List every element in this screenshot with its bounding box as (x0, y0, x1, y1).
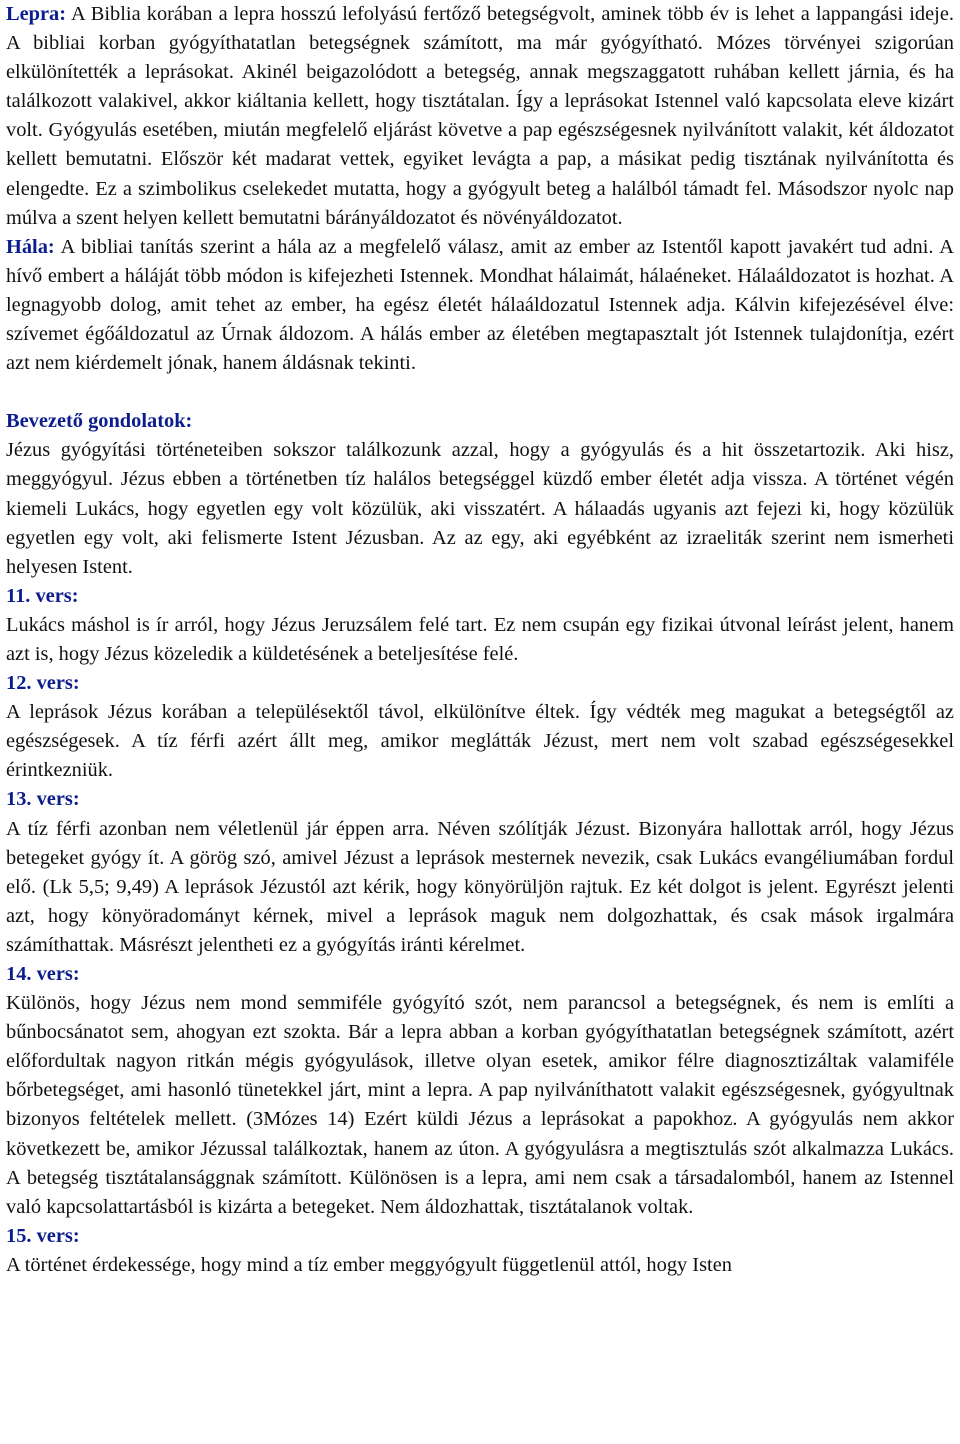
section-heading-vers-12: 12. vers: (6, 672, 80, 695)
section-heading-vers-15: 15. vers: (6, 1224, 80, 1247)
section-text-vers-12: A leprások Jézus korában a településektől távol, elkülönítve éltek. Így védték meg magukat a betegségtől az egészségesek. A tíz férfi azért állt meg, amikor meglátták Jézust, mert nem volt szabad egészségesekkel érintkezniük. (6, 701, 954, 782)
definition-hala-text: A bibliai tanítás szerint a hála az a megfelelő válasz, amit az ember az Istentől kapott javakért tud adni. A hívő embert a háláját több módon is kifejezheti Istennek. Mondhat hálaimát, hálaéneket. Hálaáldozatot is hozhat. A legnagyobb dolog, amit tehet az ember, ha egész életét hálaáldozatul Istennek adja. Kálvin kifejezésével élve: szívemet égőáldozatul az Úrnak áldozom. A hálás ember az életében megtapasztalt jót Istennek tulajdonítja, ezért azt nem kiérdemelt jónak, hanem áldásnak tekinti. (6, 235, 954, 375)
section-heading-vers-14: 14. vers: (6, 963, 80, 985)
section-text-vers-11: Lukács máshol is ír arról, hogy Jézus Jeruzsálem felé tart. Ez nem csupán egy fizikai útvonal leírást jelent, hanem azt is, hogy Jézus közeledik a küldetésének a beteljesítése felé. (6, 613, 954, 665)
document-page (6, 0, 954, 1280)
term-lepra: Lepra: (6, 3, 67, 25)
definition-lepra-text: A Biblia korában a lepra hosszú lefolyású fertőző betegségvolt, aminek több év is lehet a lappangási ideje. A bibliai korban gyógyíthatatlan betegségnek számított, ma már gyógyítható. Mózes törvényei szigorúan elkülönítették a leprásokat. Akinél beigazolódott a betegség, annak megszaggatott ruhában kellett járnia, és ha találkozott valakivel, akkor kiáltania kellett, hogy tisztátalan. Így a leprásokat Istennel való kapcsolata eleve kizárt volt. Gyógyulás esetében, miután megfelelő eljárást követve a pap egészségesnek nyilvánított valakit, két áldozatot kellett bemutatni. Először két madarat vettek, egyiket levágta a pap, a másikat pedig tisztának nyilvánította és elengedte. Ez a szimbolikus cselekedet mutatta, hogy a gyógyult beteg a halálból támadt fel. Másodszor nyolc nap múlva a szent helyen kellett bemutatni bárányáldozatot és növényáldozatot. (6, 3, 954, 229)
section-text-vers-15: A történet érdekessége, hogy mind a tíz ember meggyógyult függetlenül attól, hogy Isten (6, 1253, 732, 1276)
section-text-bevezeto: Jézus gyógyítási történeteiben sokszor találkozunk azzal, hogy a gyógyulás és a hit összetartozik. Aki hisz, meggyógyul. Jézus ebben a történetben tíz halálos betegséggel küzdő ember életét adja vissza. A történet végén kiemeli Lukács, hogy egyetlen egy volt közülük, aki visszatért. A hálaadás ugyanis azt fejezi ki, hogy közülük egyetlen egy volt, aki felismerte Istent Jézusban. Az az egy, aki egyébként az izraeliták szerint nem ismerheti helyesen Istent. (6, 439, 954, 578)
definition-hala (6, 233, 954, 378)
section-heading-bevezeto: Bevezető gondolatok: (6, 410, 193, 433)
term-hala: Hála: (6, 235, 55, 258)
section-heading-vers-13: 13. vers: (6, 788, 80, 811)
section-text-vers-14: Különös, hogy Jézus nem mond semmiféle gyógyító szót, nem parancsol a betegségnek, és nem is említi a bűnbocsánatot sem, ahogyan ezt szokta. Bár a lepra abban a korban gyógyíthatatlan betegségnek számított, azért előfordultak nagyon ritkán mégis gyógyulások, illetve olyan esetek, amikor félre diagnosztizáltak valamiféle bőrbetegséget, ami hasonló tünetekkel járt, mint a lepra. A pap nyilváníthatott valakit egészségesnek, gyógyultnak bizonyos feltételek mellett. (3Mózes 14) Ezért küldi Jézus a leprásokat a papokhoz. A gyógyulás nem akkor következett be, amikor Jézussal találkoztak, hanem az úton. A gyógyulásra a megtisztulás szót alkalmazza Lukács. A betegség tisztátalansággnak számított. Különösen is a lepra, ami nem csak a társadalomból, hanem az Istennel való kapcsolattartásból is kizárta a betegeket. Nem áldozhattak, tisztátalanok voltak. (6, 992, 954, 1218)
section-text-vers-13: A tíz férfi azonban nem véletlenül jár éppen arra. Néven szólítják Jézust. Bizonyára hallottak arról, hogy Jézus betegeket gyógy ít. A görög szó, amivel Jézust a leprások mesternek nevezik, csak Lukács evangéliumában fordul elő. (Lk 5,5; 9,49) A leprások Jézustól azt kérik, hogy könyörüljön rajtuk. Ez két dolgot is jelent. Egyrészt jelenti azt, hogy könyöradományt kérnek, mivel a leprások maguk nem dolgozhattak, és csak mások irgalmára számíthattak. Másrészt jelentheti ez a gyógyítás iránti kérelmet. (6, 817, 954, 956)
paragraph-gap (6, 378, 954, 407)
section-heading-vers-11: 11. vers: (6, 584, 79, 607)
definition-lepra (6, 0, 954, 233)
